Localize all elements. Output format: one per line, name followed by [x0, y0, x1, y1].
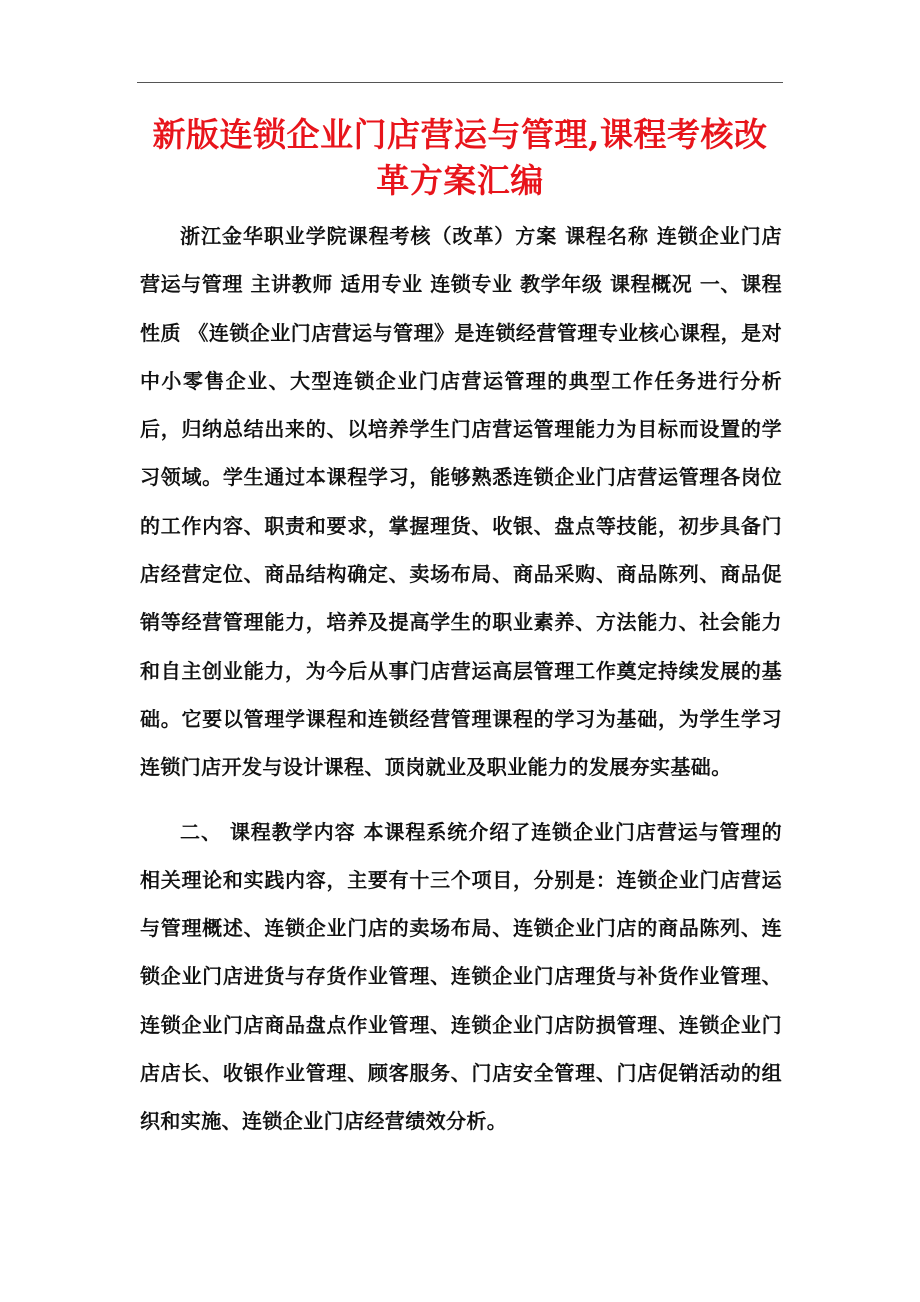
document-body — [140, 212, 782, 1146]
paragraph-course-overview: 浙江金华职业学院课程考核（改革）方案 课程名称 连锁企业门店营运与管理 主讲教师 适用专业 连锁专业 教学年级 课程概况 一、课程性质 《连锁企业门店营运与管理》是连锁经营管理专业核心课程，是对中小零售企业、大型连锁企业门店营运管理的典型工作任务进行分析后，归纳总结出来的、以培养学生门店营运管理能力为目标而设置的学习领域。学生通过本课程学习，能够熟悉连锁企业门店营运管理各岗位的工作内容、职责和要求，掌握理货、收银、盘点等技能，初步具备门店经营定位、商品结构确定、卖场布局、商品采购、商品陈列、商品促销等经营管理能力，培养及提高学生的职业素养、方法能力、社会能力和自主创业能力，为今后从事门店营运高层管理工作奠定持续发展的基础。它要以管理学课程和连锁经营管理课程的学习为基础，为学生学习连锁门店开发与设计课程、顶岗就业及职业能力的发展夯实基础。 — [140, 224, 782, 780]
document-title: 新版连锁企业门店营运与管理,课程考核改革方案汇编 — [152, 115, 768, 200]
paragraph-teaching-content: 二、 课程教学内容 本课程系统介绍了连锁企业门店营运与管理的相关理论和实践内容，主要有十三个项目，分别是：连锁企业门店营运与管理概述、连锁企业门店的卖场布局、连锁企业门店的商品陈列、连锁企业门店进货与存货作业管理、连锁企业门店理货与补货作业管理、连锁企业门店商品盘点作业管理、连锁企业门店防损管理、连锁企业门店店长、收银作业管理、顾客服务、门店安全管理、门店促销活动的组织和实施、连锁企业门店经营绩效分析。 — [140, 819, 782, 1134]
header-rule — [137, 82, 783, 83]
